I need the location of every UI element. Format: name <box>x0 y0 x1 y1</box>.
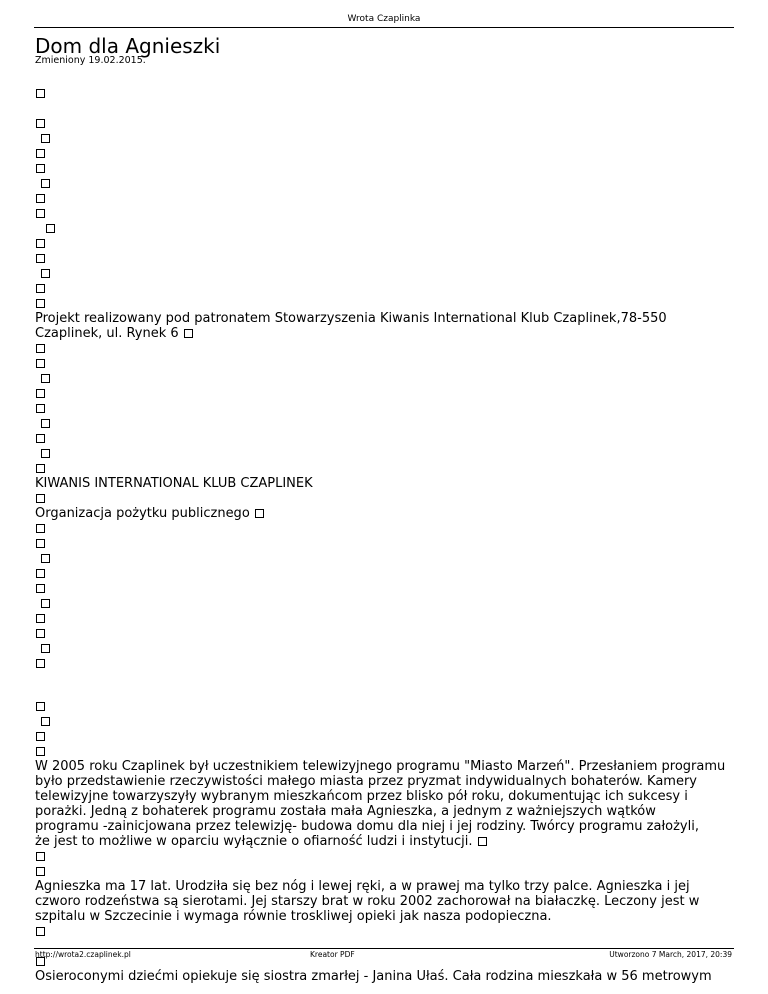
missing-image-icon <box>36 119 45 128</box>
footer-url: http://wrota2.czaplinek.pl <box>35 950 131 959</box>
header-divider <box>34 27 734 28</box>
missing-image-icon <box>36 867 45 876</box>
missing-image-icon <box>36 524 45 533</box>
missing-image-icon <box>36 89 45 98</box>
site-header: Wrota Czaplinka <box>347 14 421 24</box>
missing-image-icon <box>41 269 50 278</box>
missing-image-icon <box>36 434 45 443</box>
missing-image-icon <box>36 702 45 711</box>
footer-divider <box>34 948 734 949</box>
club-name: KIWANIS INTERNATIONAL KLUB CZAPLINEK <box>35 476 313 491</box>
missing-image-icon <box>36 194 45 203</box>
project-text-line2: Czaplinek, ul. Rynek 6 <box>35 326 179 341</box>
missing-image-icon <box>41 717 50 726</box>
article-title: Dom dla Agnieszki <box>35 34 221 58</box>
missing-image-icon <box>36 732 45 741</box>
missing-image-icon <box>36 927 45 936</box>
paragraph-agnieszka: Agnieszka ma 17 lat. Urodziła się bez nóg i lewej ręki, a w prawej ma tylko trzy palce. Agnieszka i jej czworo rodzeństwa są sierotami. Jej starszy brat w roku 2002 zachorował na białaczkę. Leczony jest w szpitalu w Szczecinie i wymaga równie troskliwej opieki jak nasza podopieczna. <box>35 879 700 924</box>
footer-created: Utworzono 7 March, 2017, 20:39 <box>609 950 732 959</box>
missing-image-icon <box>36 614 45 623</box>
missing-image-icon <box>184 329 193 338</box>
project-text-line1: Projekt realizowany pod patronatem Stowarzyszenia Kiwanis International Klub Czaplinek,78-550 <box>35 311 667 326</box>
missing-image-icon <box>36 494 45 503</box>
missing-image-icon <box>36 164 45 173</box>
missing-image-icon <box>41 419 50 428</box>
missing-image-icon <box>36 389 45 398</box>
missing-image-icon <box>36 659 45 668</box>
missing-image-icon <box>36 299 45 308</box>
missing-image-icon <box>36 284 45 293</box>
missing-image-icon <box>41 134 50 143</box>
missing-image-icon <box>36 209 45 218</box>
missing-image-icon <box>41 554 50 563</box>
missing-image-icon <box>36 149 45 158</box>
missing-image-icon <box>36 464 45 473</box>
missing-image-icon <box>41 599 50 608</box>
missing-image-icon <box>36 852 45 861</box>
missing-image-icon <box>36 629 45 638</box>
missing-image-icon <box>41 179 50 188</box>
footer-creator: Kreator PDF <box>310 950 355 959</box>
missing-image-icon <box>36 254 45 263</box>
missing-image-icon <box>36 569 45 578</box>
opp-text: Organizacja pożytku publicznego <box>35 506 250 521</box>
paragraph-opieka: Osieroconymi dziećmi opiekuje się siostra zmarłej - Janina Ułaś. Cała rodzina mieszkała w 56 metrowym <box>35 969 712 984</box>
missing-image-icon <box>255 509 264 518</box>
missing-image-icon <box>36 747 45 756</box>
missing-image-icon <box>478 837 487 846</box>
paragraph-miasto-marzen: W 2005 roku Czaplinek był uczestnikiem telewizyjnego programu "Miasto Marzeń". Przesłaniem programu było przedstawienie rzeczywistości małego miasta przez pryzmat indywidualnych bohaterów. Kamery telewizyjne towarzyszyły wybranym mieszkańcom przez blisko pół roku, dokumentując ich sukcesy i porażki. Jedną z bohaterek programu została mała Agnieszka, a jednym z ważniejszych wątków programu -zainicjowana przez telewizję- budowa domu dla niej i jej rodziny. Twórcy programu założyli, że jest to możliwe w oparciu wyłącznie o ofiarność ludzi i instytucji. <box>35 759 726 849</box>
missing-image-icon <box>36 344 45 353</box>
missing-image-icon <box>41 374 50 383</box>
missing-image-icon <box>36 359 45 368</box>
missing-image-icon <box>46 224 55 233</box>
missing-image-icon <box>36 239 45 248</box>
article-body <box>35 86 735 984</box>
missing-image-icon <box>36 539 45 548</box>
missing-image-icon <box>41 644 50 653</box>
missing-image-icon <box>36 584 45 593</box>
missing-image-icon <box>36 404 45 413</box>
missing-image-icon <box>41 449 50 458</box>
changed-date: Zmieniony 19.02.2015. <box>35 55 146 66</box>
